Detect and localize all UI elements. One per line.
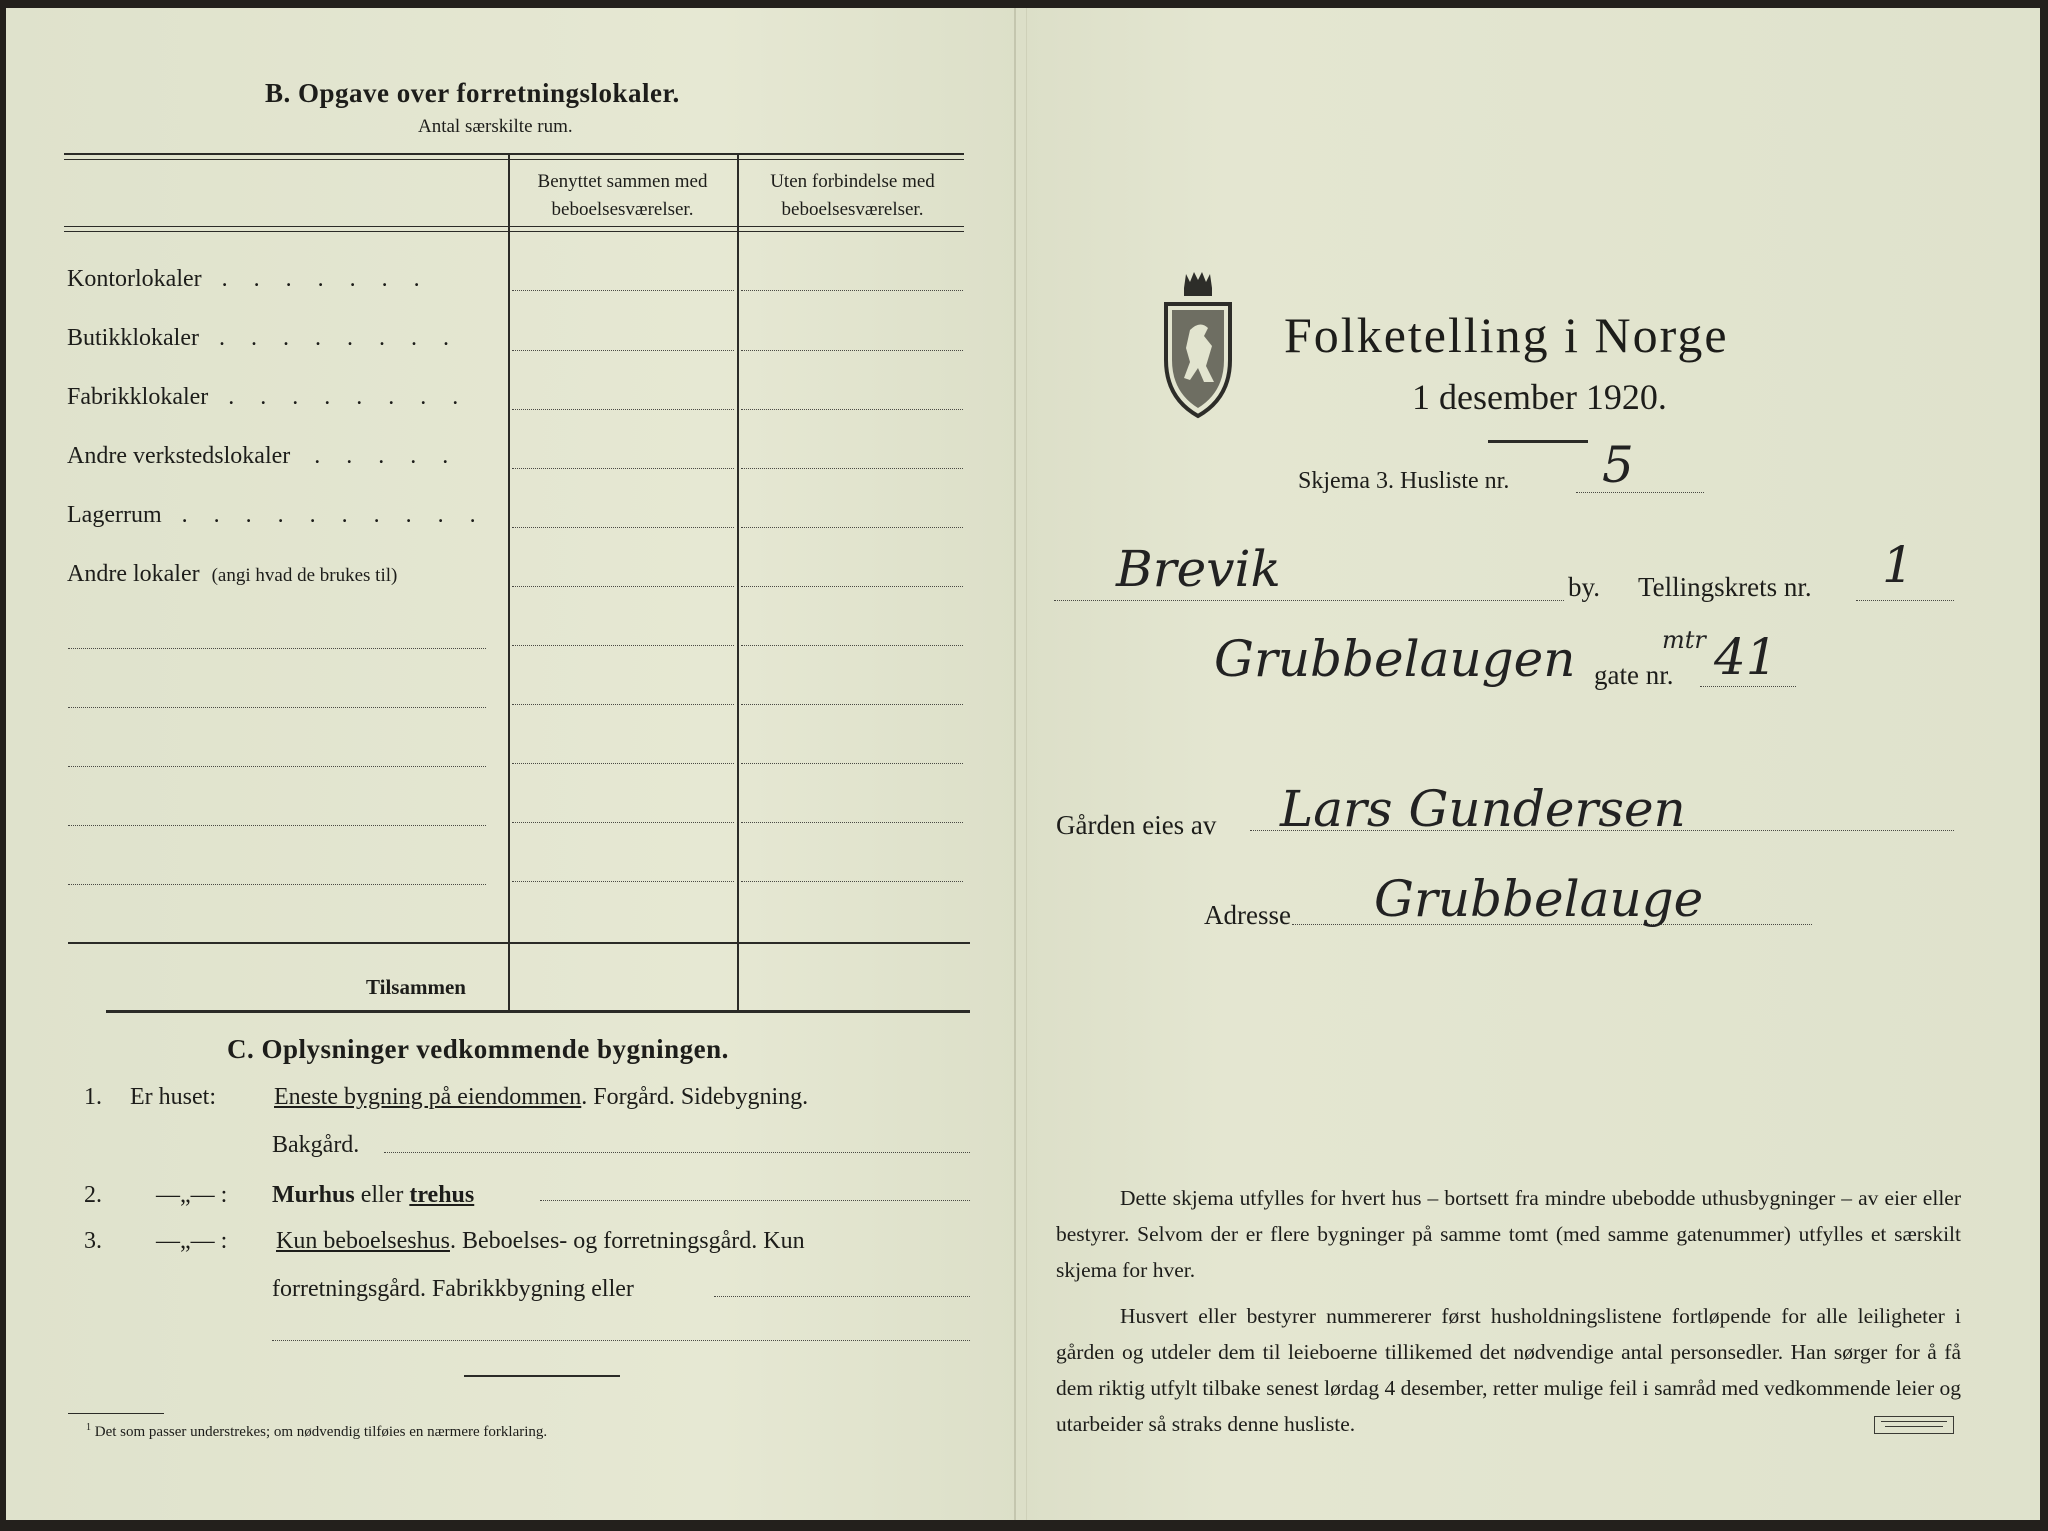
title-rule [1488, 440, 1588, 443]
blank-entry-line [68, 648, 486, 649]
cell-line [741, 350, 963, 351]
header-bottom-rule-2 [64, 231, 964, 232]
adresse-label: Adresse [1204, 900, 1291, 930]
row-label: Fabrikklokaler [67, 384, 209, 410]
table-top-rule-thin [64, 159, 964, 160]
leader-dots: . . . . . . . [221, 266, 430, 292]
street-note-handwritten: mtr [1662, 626, 1706, 654]
row-label: Andre verkstedslokaler [67, 443, 291, 469]
instructions-paragraph-1: Dette skjema utfylles for hvert hus – bortsett fra mindre ubebodde uthusbygninger – av eier eller bestyrer. Selvom der er flere bygninger på samme tomt (med samme gatenummer) utfylles et særskilt skjema for hver. [1056, 1186, 1961, 1282]
row-butikklokaler [67, 325, 459, 352]
row-label: Lagerrum [67, 502, 162, 528]
column-divider-2 [737, 155, 739, 1012]
row-note: (angi hvad de brukes til) [211, 565, 398, 586]
center-fold-shadow [1026, 8, 1027, 1520]
total-rule [68, 942, 970, 944]
cell-line [741, 822, 963, 823]
fill-line [384, 1152, 970, 1153]
footnote-text: Det som passer understrekes; om nødvendig tilføies en nærmere forklaring. [94, 1424, 548, 1440]
cell-line [741, 409, 963, 410]
row-label: Andre lokaler [67, 561, 200, 587]
leader-dots: . . . . . . . . [218, 325, 459, 351]
cell-line [512, 290, 734, 291]
footnote-rule [68, 1413, 164, 1414]
owner-label: Gården eies av [1056, 810, 1217, 840]
city-label: by. [1568, 572, 1600, 602]
item-2-options [272, 1182, 474, 1209]
column-divider-1 [508, 155, 510, 1012]
option-murhus: Murhus [272, 1182, 355, 1208]
gate-number-handwritten: 41 [1714, 628, 1778, 686]
cell-line [741, 645, 963, 646]
item-3-continuation: forretningsgård. Fabrikkbygning eller [272, 1276, 634, 1302]
table-top-rule [64, 153, 964, 155]
row-andre-lokaler [67, 561, 397, 588]
row-fabrikklokaler [67, 384, 468, 411]
blank-entry-line [68, 766, 486, 767]
city-handwritten: Brevik [1116, 540, 1281, 598]
cell-line [512, 704, 734, 705]
header-bottom-rule [64, 226, 964, 227]
cell-line [512, 527, 734, 528]
row-andre-verkstedslokaler [67, 443, 458, 470]
krets-label: Tellingskrets nr. [1638, 572, 1812, 602]
cell-line [512, 763, 734, 764]
item-1-lead: Er huset: [130, 1084, 216, 1110]
blank-entry-line [68, 825, 486, 826]
skjema-label: Skjema 3. Husliste nr. [1298, 468, 1510, 494]
census-date: 1 desember 1920. [1412, 377, 1667, 417]
cell-line [741, 290, 963, 291]
printer-stamp [1874, 1416, 1954, 1434]
item-1-options [274, 1084, 808, 1111]
total-label: Tilsammen [366, 975, 466, 999]
row-label: Kontorlokaler [67, 266, 202, 292]
cell-line [512, 409, 734, 410]
cell-line [512, 586, 734, 587]
cell-line [512, 645, 734, 646]
fill-line [272, 1340, 970, 1341]
city-line [1054, 600, 1564, 601]
option-rest: . Beboelses- og forretningsgård. Kun [449, 1228, 805, 1254]
fill-line [540, 1200, 970, 1201]
footnote: $^1$ Det som passer understrekes; om nødvendig tilføies en nærmere forklaring. [86, 1422, 548, 1440]
section-b-title: B. Opgave over forretningslokaler. [265, 78, 680, 108]
option-rest: . Forgård. Sidebygning. [581, 1084, 809, 1110]
krets-handwritten: 1 [1882, 536, 1914, 594]
cell-line [741, 704, 963, 705]
row-kontorlokaler [67, 266, 430, 293]
cell-line [512, 468, 734, 469]
leader-dots: . . . . . . . . [228, 384, 469, 410]
option-trehus: trehus [409, 1182, 475, 1208]
cell-line [741, 763, 963, 764]
gate-number-line [1700, 686, 1796, 687]
husliste-number-handwritten: 5 [1602, 436, 1634, 494]
adresse-handwritten: Grubbelauge [1374, 870, 1704, 928]
census-title: Folketelling i Norge [1284, 307, 1729, 363]
husliste-line [1576, 492, 1704, 493]
instructions-paragraph-2: Husvert eller bestyrer nummererer først husholdningslistene fortløpende for alle leiligheter i gården og utdeler dem til leieboerne tillikemed det nødvendige antal personsedler. Han sørger for å få dem riktig utfylt tilbake senest lørdag 4 desember, retter mulige feil i samråd med vedkommende leier og utarbeider så straks denne husliste. [1056, 1304, 1961, 1436]
column-header-with-dwelling: Benyttet sammen med beboelsesværelser. [537, 171, 708, 220]
gate-label: gate nr. [1594, 660, 1674, 690]
item-1-number: 1. [84, 1084, 102, 1110]
option-kun-beboelseshus: Kun beboelseshus [276, 1228, 450, 1254]
cell-line [741, 527, 963, 528]
norway-coat-of-arms [1160, 270, 1236, 425]
cell-line [741, 468, 963, 469]
total-bottom-rule [106, 1010, 970, 1013]
cell-line [741, 881, 963, 882]
leader-dots: . . . . . [314, 443, 459, 469]
option-eneste-bygning: Eneste bygning på eiendommen [274, 1084, 582, 1110]
section-c-title: C. Oplysninger vedkommende bygningen. [227, 1034, 729, 1064]
cell-line [741, 586, 963, 587]
column-header-separate: Uten forbindelse med beboelsesværelser. [770, 171, 935, 220]
owner-handwritten: Lars Gundersen [1280, 780, 1686, 838]
fill-line [714, 1296, 970, 1297]
krets-line [1856, 600, 1954, 601]
street-handwritten: Grubbelaugen [1214, 630, 1576, 688]
blank-entry-line [68, 707, 486, 708]
cell-line [512, 822, 734, 823]
cell-line [512, 881, 734, 882]
blank-entry-line [68, 884, 486, 885]
option-separator: eller [354, 1182, 410, 1208]
item-2-lead: —„— : [156, 1182, 228, 1208]
section-b-subtitle: Antal særskilte rum. [418, 116, 573, 137]
cell-line [512, 350, 734, 351]
separator-rule [464, 1375, 620, 1377]
item-3-lead: —„— : [156, 1228, 228, 1254]
item-1-continuation: Bakgård. [272, 1132, 360, 1158]
center-fold [1014, 8, 1016, 1520]
row-lagerrum [67, 502, 486, 529]
leader-dots: . . . . . . . . . . [181, 502, 486, 528]
item-3-options [276, 1228, 805, 1255]
row-label: Butikklokaler [67, 325, 199, 351]
item-3-number: 3. [84, 1228, 102, 1254]
item-2-number: 2. [84, 1182, 102, 1208]
